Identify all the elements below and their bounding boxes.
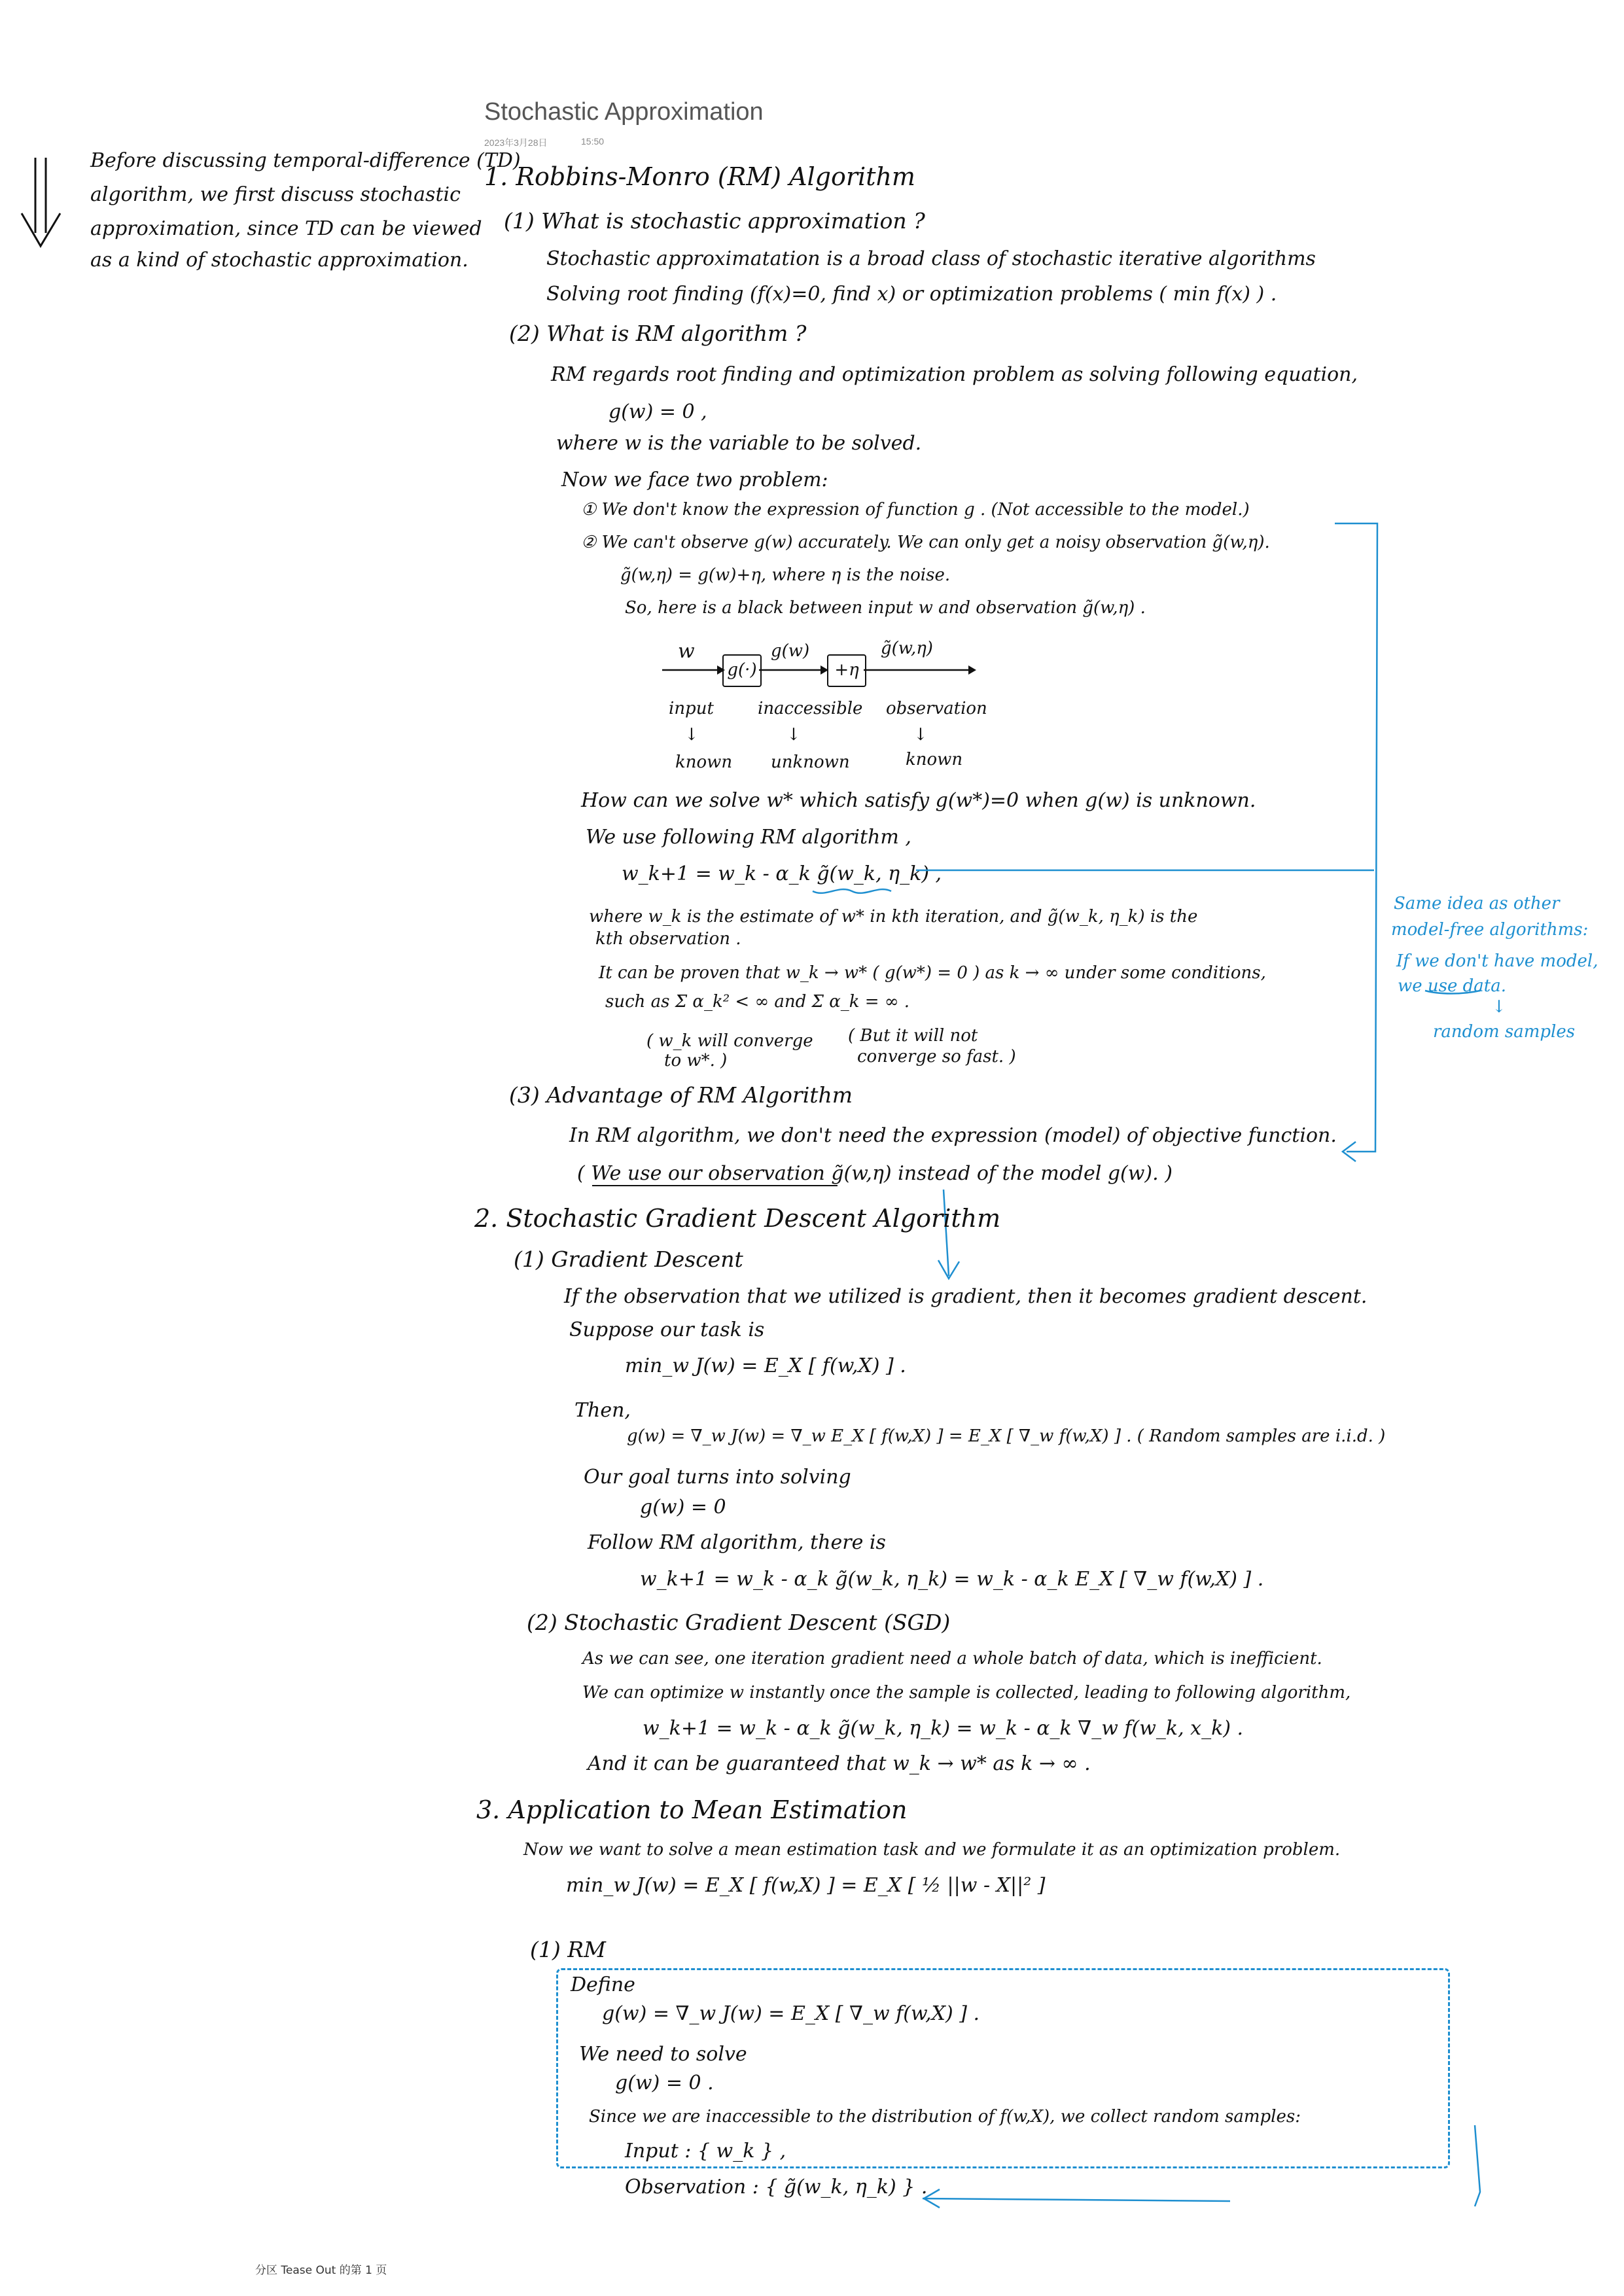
text-line: If the observation that we utilized is gradient, then it becomes gradient descent. bbox=[564, 1285, 1368, 1308]
text-line: Solving root finding (f(x)=0, find x) or optimization problems ( min f(x) ) . bbox=[546, 283, 1277, 306]
text-line: How can we solve w* which satisfy g(w*)=0 when g(w) is unknown. bbox=[581, 789, 1256, 812]
diagram-output-label: g̃(w,η) bbox=[881, 639, 933, 658]
diagram-state: known bbox=[675, 752, 733, 772]
text-line: So, here is a black between input w and observation g̃(w,η) . bbox=[625, 598, 1146, 618]
equation: g(w) = 0 , bbox=[609, 400, 707, 423]
text-line: ( We use our observation g̃(w,η) instead of the model g(w). ) bbox=[577, 1162, 1173, 1185]
text-line: Define bbox=[571, 1973, 635, 1996]
equation: min_w J(w) = E_X [ f(w,X) ] = E_X [ ½ ||w - X||² ] bbox=[566, 1874, 1046, 1897]
diagram-input-label: w bbox=[678, 640, 695, 663]
problem-item: ① We don't know the expression of function g . (Not accessible to the model.) bbox=[581, 500, 1250, 520]
equation: w_k+1 = w_k - α_k g̃(w_k, η_k) , bbox=[622, 862, 942, 885]
text-line: Our goal turns into solving bbox=[584, 1466, 851, 1489]
text-line: Follow RM algorithm, there is bbox=[588, 1531, 886, 1554]
subsection-heading: (1) RM bbox=[530, 1937, 606, 1962]
equation: min_w J(w) = E_X [ f(w,X) ] . bbox=[625, 1354, 906, 1377]
text-line: Suppose our task is bbox=[569, 1318, 765, 1341]
equation: w_k+1 = w_k - α_k g̃(w_k, η_k) = w_k - α_k E_X [ ∇_w f(w,X) ] . bbox=[640, 1568, 1264, 1591]
dashed-box bbox=[556, 1968, 1450, 2168]
subsection-heading: (1) Gradient Descent bbox=[514, 1246, 743, 1272]
diagram-box-noise: +η bbox=[827, 654, 866, 687]
down-arrow-icon: ↓ bbox=[786, 725, 801, 745]
blue-note-line: Same idea as other bbox=[1394, 894, 1560, 913]
problem-item: ② We can't observe g(w) accurately. We can only get a noisy observation g̃(w,η). bbox=[581, 533, 1270, 552]
equation: g(w) = 0 . bbox=[615, 2072, 714, 2094]
side-note-line: algorithm, we first discuss stochastic bbox=[90, 183, 461, 206]
blue-note-line: random samples bbox=[1433, 1022, 1576, 1042]
text-line: Input : { w_k } , bbox=[625, 2140, 786, 2163]
side-note-line: as a kind of stochastic approximation. bbox=[90, 249, 468, 272]
section-heading: 2. Stochastic Gradient Descent Algorithm bbox=[474, 1204, 1001, 1233]
text-line: Now we face two problem: bbox=[561, 468, 828, 491]
subsection-heading: (2) Stochastic Gradient Descent (SGD) bbox=[527, 1610, 951, 1635]
diagram-state: known bbox=[906, 750, 963, 769]
double-down-arrow-icon bbox=[18, 154, 64, 253]
text-line: g̃(w,η) = g(w)+η, where η is the noise. bbox=[620, 565, 951, 585]
note-slow: converge so fast. ) bbox=[857, 1047, 1016, 1067]
down-arrow-icon: ↓ bbox=[684, 725, 699, 745]
text-line: Since we are inaccessible to the distribution of f(w,X), we collect random samples: bbox=[589, 2107, 1301, 2127]
blue-note-line: we use data. bbox=[1398, 976, 1507, 996]
text-line: We use following RM algorithm , bbox=[586, 826, 911, 849]
text-line: We can optimize w instantly once the sample is collected, leading to following algorithm, bbox=[582, 1683, 1351, 1703]
text-line: It can be proven that w_k → w* ( g(w*) = 0 ) as k → ∞ under some conditions, bbox=[599, 963, 1266, 983]
diagram-caption: observation bbox=[886, 699, 987, 718]
side-note-line: Before discussing temporal-difference (TD) bbox=[90, 149, 521, 172]
blue-note-line: model-free algorithms: bbox=[1391, 920, 1589, 940]
diagram-state: unknown bbox=[771, 752, 850, 772]
text-line: such as Σ α_k² < ∞ and Σ α_k = ∞ . bbox=[605, 992, 910, 1012]
blue-note-line: If we don't have model, bbox=[1396, 951, 1598, 971]
text-line: where w is the variable to be solved. bbox=[556, 432, 922, 455]
page-title: Stochastic Approximation bbox=[484, 98, 764, 126]
subsection-heading: (3) Advantage of RM Algorithm bbox=[509, 1082, 853, 1108]
equation: g(w) = 0 bbox=[640, 1496, 726, 1519]
down-arrow-icon: ↓ bbox=[913, 725, 928, 745]
text-line: Observation : { g̃(w_k, η_k) } . bbox=[625, 2176, 928, 2199]
text-line: As we can see, one iteration gradient need a whole batch of data, which is inefficient. bbox=[582, 1649, 1322, 1669]
side-note-line: approximation, since TD can be viewed bbox=[90, 217, 482, 240]
note-converge: to w*. ) bbox=[664, 1051, 728, 1070]
text-line: We need to solve bbox=[579, 2043, 747, 2066]
subsection-heading: (2) What is RM algorithm ? bbox=[509, 321, 807, 346]
page-footer: 分区 Tease Out 的第 1 页 bbox=[255, 2264, 387, 2277]
down-arrow-icon: ↓ bbox=[1492, 997, 1506, 1017]
note-slow: ( But it will not bbox=[848, 1026, 978, 1046]
diagram-caption: input bbox=[669, 699, 714, 718]
page-time: 15:50 bbox=[581, 136, 605, 147]
page-date: 2023年3月28日 bbox=[484, 137, 548, 148]
text-line: where w_k is the estimate of w* in kth iteration, and g̃(w_k, η_k) is the bbox=[589, 907, 1198, 927]
subsection-heading: (1) What is stochastic approximation ? bbox=[504, 208, 925, 234]
equation: w_k+1 = w_k - α_k g̃(w_k, η_k) = w_k - α_k ∇_w f(w_k, x_k) . bbox=[643, 1717, 1244, 1740]
equation: g(w) = ∇_w J(w) = ∇_w E_X [ f(w,X) ] = E_X [ ∇_w f(w,X) ] . ( Random samples are i.i.d. ) bbox=[627, 1426, 1386, 1446]
text-line: In RM algorithm, we don't need the expression (model) of objective function. bbox=[569, 1124, 1337, 1147]
diagram-caption: inaccessible bbox=[758, 699, 863, 718]
section-heading: 1. Robbins-Monro (RM) Algorithm bbox=[484, 162, 915, 191]
section-heading: 3. Application to Mean Estimation bbox=[476, 1795, 908, 1824]
equation: g(w) = ∇_w J(w) = E_X [ ∇_w f(w,X) ] . bbox=[602, 2002, 980, 2025]
text-line: Stochastic approximatation is a broad class of stochastic iterative algorithms bbox=[546, 247, 1316, 270]
text-line: Now we want to solve a mean estimation task and we formulate it as an optimization problem. bbox=[523, 1840, 1341, 1860]
diagram-box-g: g(·) bbox=[722, 654, 762, 687]
text-line: RM regards root finding and optimization problem as solving following equation, bbox=[551, 363, 1358, 386]
text-line: Then, bbox=[574, 1399, 631, 1422]
text-line: kth observation . bbox=[595, 929, 741, 949]
note-converge: ( w_k will converge bbox=[646, 1031, 813, 1051]
diagram-mid-label: g(w) bbox=[771, 641, 810, 661]
text-line: And it can be guaranteed that w_k → w* as k → ∞ . bbox=[588, 1752, 1091, 1775]
